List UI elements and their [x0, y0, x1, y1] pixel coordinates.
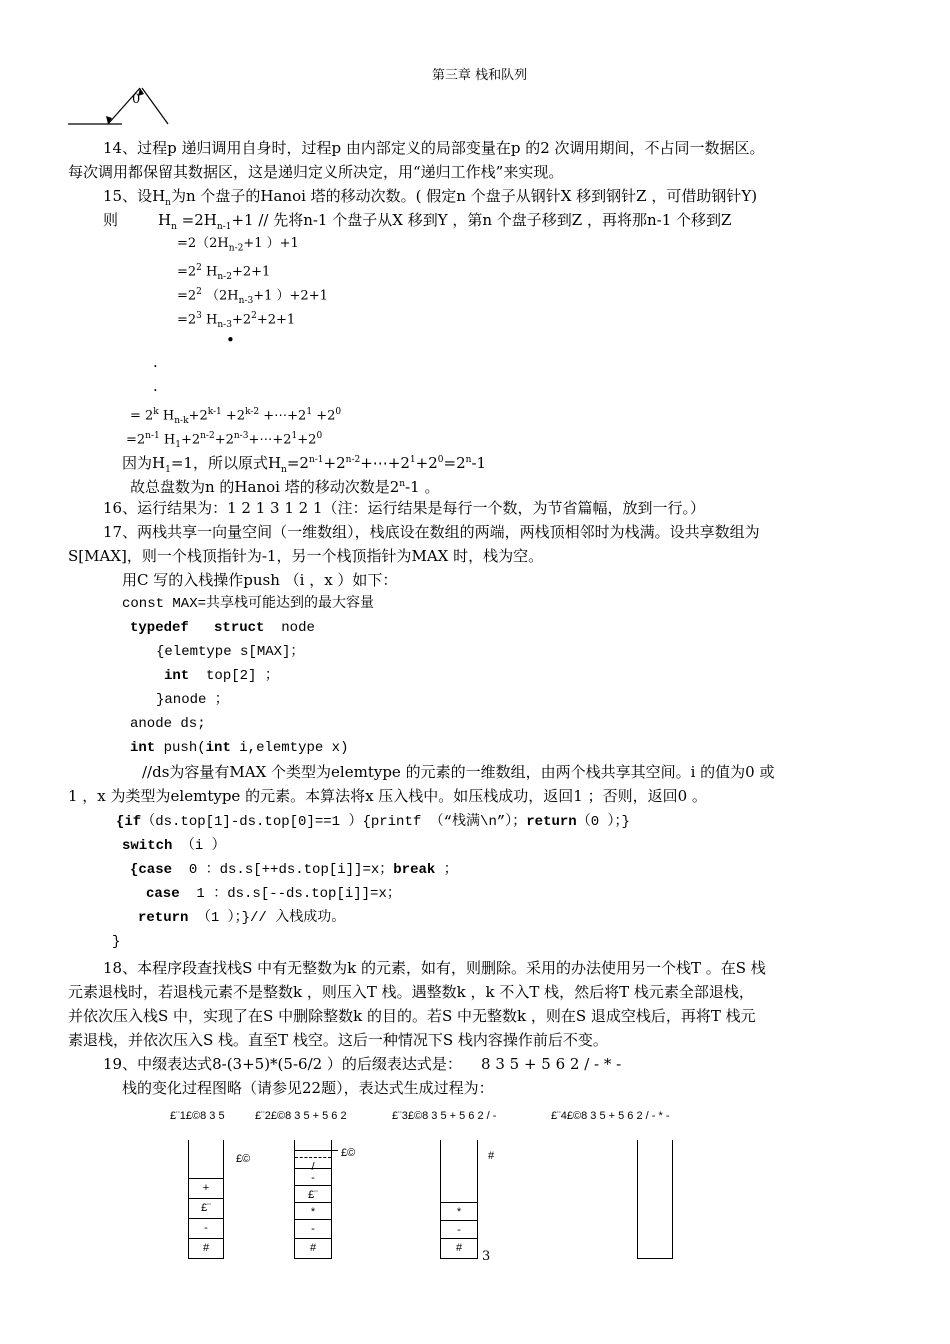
p18-line1: 18、本程序段查找栈S 中有无整数为k 的元素，如有，则删除。采用的办法使用另一个栈T 。在S 栈: [103, 959, 766, 977]
kw-if: {if: [116, 814, 142, 830]
p15-eq2: $=2(2H_{n-2}+1$ ）+1: [177, 236, 299, 254]
code-push-args: i,elemtype x): [239, 740, 349, 756]
ellipsis-dot: .: [153, 353, 158, 371]
top-figure: [60, 80, 180, 130]
kw-case: {case: [130, 862, 173, 878]
code-ret1: （1 ）；}// 入栈成功。: [196, 910, 346, 926]
stack-cell: -: [295, 1168, 331, 1188]
p17-line2: S[MAX]，则一个栈顶指针为-1，另一个栈顶指针为MAX 时，栈为空。: [68, 547, 544, 565]
ellipsis-dot: •: [226, 331, 235, 349]
p15-final-text: 故总盘数为n 的Hanoi 塔的移动次数是2: [130, 478, 400, 496]
stack-cell: *: [441, 1202, 477, 1222]
code-top: [164, 666, 279, 686]
p15-final: 故总盘数为n 的Hanoi 塔的移动次数是2$^n$-1 。: [130, 478, 440, 496]
code-if: [116, 812, 630, 832]
p15-eq5: $=2^3$ $H_{n-3}+2^2+2+1$: [177, 311, 296, 330]
p19-line1: [103, 1054, 621, 1074]
kw-switch: switch: [122, 838, 173, 854]
stack-cell: #: [189, 1238, 223, 1258]
code-elem: {elemtype s[MAX]；: [156, 644, 305, 660]
code-semicolon: ；: [443, 862, 458, 878]
code-push-name: push(: [163, 740, 206, 756]
top-figure-label: 0: [132, 92, 141, 107]
kw-return: return: [526, 814, 577, 830]
ellipsis-dot: .: [153, 377, 158, 395]
stack-cell: #: [441, 1238, 477, 1258]
p19-question: 19、中缀表达式8-(3+5)*(5-6/2 ）的后缀表达式是：: [103, 1055, 462, 1073]
code-anode-end: }anode ；: [156, 692, 229, 708]
p15-conclusion: 因为$H_1=1$，所以原式$H_n=2^{n-1}+2^{n-2}+\cdots+2^1+2^0=2^n-1$: [122, 454, 487, 475]
code-anode-ds: anode ds;: [130, 716, 206, 732]
stack-cell: #: [295, 1238, 331, 1258]
stack-cell: /: [295, 1157, 331, 1177]
stack-cell: £¨: [295, 1185, 331, 1205]
stack-cell: -: [295, 1219, 331, 1239]
code-case1: [146, 884, 401, 904]
stack1-pending: £©: [236, 1153, 251, 1165]
code-if-body: （ds.top[1]-ds.top[0]==1 ）{printf （“栈满\n”）；: [141, 814, 527, 830]
kw-int: int: [164, 668, 190, 684]
code-close: }: [112, 934, 121, 950]
stack-caption-1: £¨1£©8 3 5: [170, 1110, 225, 1122]
code-case1-body: 1 ：ds.s[--ds.top[i]]=x；: [196, 886, 401, 902]
p17-line1: 17、两栈共享一向量空间（一维数组），栈底设在数组的两端，两栈顶相邻时为栈满。设共享数组为: [103, 523, 760, 541]
code-const: const MAX=共享栈可能达到的最大容量: [122, 596, 375, 612]
kw-return: return: [138, 910, 189, 926]
code-switch: [122, 836, 226, 856]
stack-cell: +: [189, 1178, 223, 1198]
stack-cell: -: [441, 1220, 477, 1240]
code-case0-body: 0 ：ds.s[++ds.top[i]]=x；: [188, 862, 394, 878]
stack-1: [188, 1140, 224, 1259]
p15-eq1-comment: // 先将n-1 个盘子从X 移到Y ，第n 个盘子移到Z ，再将那n-1 个移到Z: [258, 211, 732, 229]
stack-2: [294, 1140, 332, 1259]
p15-eq4: $=2^2$ （$2H_{n-3}+1$ ）+2+1: [177, 287, 328, 306]
p18-line2: 元素退栈时，若退栈元素不是整数k ，则压入T 栈。遇整数k ，k 不入T 栈，然后将T 栈元素全部退栈，: [68, 983, 754, 1001]
stack-4: [637, 1140, 673, 1259]
kw-case: case: [146, 886, 180, 902]
stack-3: [440, 1140, 478, 1259]
p14-line1: 14、过程p 递归调用自身时，过程p 由内部定义的局部变量在p 的2 次调用期间，不占同一数据区。: [103, 139, 765, 157]
p19-answer: 8 3 5 + 5 6 2 / - * -: [481, 1055, 622, 1073]
stack-cell: -: [189, 1218, 223, 1238]
p15-then: 则: [103, 211, 119, 229]
code-top-decl: top[2] ；: [206, 668, 279, 684]
stack-cell: *: [295, 1202, 331, 1222]
stack-caption-2: £¨2£©8 3 5 + 5 6 2: [255, 1110, 347, 1122]
page-header: 第三章 栈和队列: [432, 68, 528, 83]
p15-final-tail: -1 。: [405, 478, 440, 496]
code-ret0: （0 ）；}: [576, 814, 630, 830]
code-push: [130, 738, 348, 758]
code-case0: [130, 860, 458, 880]
p17-line3: 用C 写的入栈操作push （i ，x ）如下：: [122, 571, 398, 589]
page-number: 3: [482, 1249, 491, 1264]
p15-conclusion-prefix: 因为H: [122, 454, 166, 472]
code-comment-2: 1 ，x 为类型为elemtype 的元素。本算法将x 压入栈中。如压栈成功，返回1 ；否则，返回0 。: [68, 787, 707, 805]
kw-typedef: typedef: [130, 620, 189, 636]
p19-line2: 栈的变化过程图略（请参见22题），表达式生成过程为：: [122, 1079, 494, 1097]
stack-cell: £¨: [189, 1198, 223, 1218]
p15-eq1: $H_n =2H_{n-1}+1$ // 先将n-1 个盘子从X 移到Y ，第n 个盘子移到Z ，再将那n-1 个移到Z: [158, 211, 732, 232]
p15-eq6: = $2^k$ $H_{n-k}+2^{k-1} +2^{k-2}$ $+\cdots+2^1 +2^0$: [130, 407, 342, 426]
code-comment-1: //ds为容量有MAX 个类型为elemtype 的元素的一维数组，由两个栈共享其空间。i 的值为0 或: [142, 763, 775, 781]
code-return1: [138, 908, 345, 928]
kw-struct: struct: [214, 620, 265, 636]
kw-int: int: [130, 740, 156, 756]
p18-line4: 素退栈，并依次压入S 栈。直至T 栈空。这后一种情况下S 栈内容操作前后不变。: [68, 1031, 608, 1049]
p15-eq3: $=2^2$ $H_{n-2}+2+1$: [177, 263, 271, 282]
code-typedef: [130, 618, 315, 638]
p15-eq7: $=2^{n-1}$ $H_1+2^{n-2}+2^{n-3}+\cdots+2^1+2^0$: [126, 431, 323, 450]
stack-caption-4: £¨4£©8 3 5 + 5 6 2 / - * -: [551, 1110, 670, 1122]
p14-line2: 每次调用都保留其数据区，这是递归定义所决定，用“递归工作栈”来实现。: [68, 163, 564, 181]
p15-line1: 15、设$H_n$为n 个盘子的Hanoi 塔的移动次数。( 假定n 个盘子从钢针X 移到钢针Z ，可借助钢针Y): [103, 187, 758, 208]
p18-line3: 并依次压入栈S 中，实现了在S 中删除整数k 的目的。若S 中无整数k ，则在S 退成空栈后，再将T 栈元: [68, 1007, 756, 1025]
kw-int: int: [205, 740, 231, 756]
stack-caption-3: £¨3£©8 3 5 + 5 6 2 / -: [392, 1110, 497, 1122]
kw-break: break: [393, 862, 436, 878]
stack2-pending: £©: [341, 1147, 356, 1159]
p16: 16、运行结果为：1 2 1 3 1 2 1（注：运行结果是每行一个数，为节省篇幅，放到一行。）: [103, 499, 706, 517]
p15-conclusion-mid: =1，所以原式H: [170, 454, 282, 472]
code-node: node: [281, 620, 315, 636]
stack3-hash: #: [488, 1150, 495, 1162]
code-switch-arg: （i ）: [180, 838, 226, 854]
